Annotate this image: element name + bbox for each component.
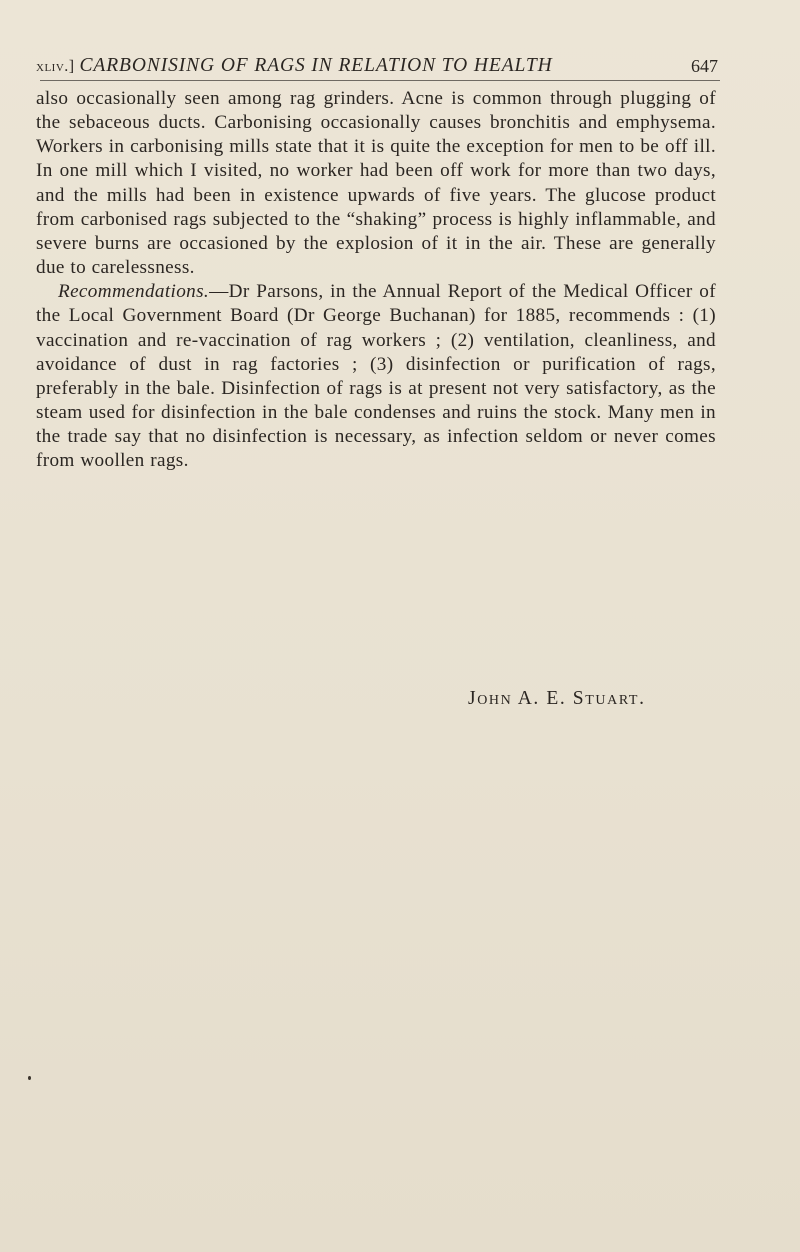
section-number: xliv.] [36,58,75,75]
body-text [36,87,716,474]
author-signature: John A. E. Stuart. [468,688,646,709]
header-rule [40,80,720,81]
running-title: CARBONISING OF RAGS IN RELATION TO HEALTH [79,55,553,76]
paragraph-recommendations [36,280,716,473]
running-head [36,52,726,80]
page-number: 647 [691,56,718,76]
recommendations-text: —Dr Parsons, in the Annual Report of the Medical Officer of the Local Government Board (Dr George Buchanan) for 1885, recommends : (1) vaccination and re-vaccination of rag workers ; (2) ventilation, cleanliness, and avoidance of dust in rag factories ; (3) disinfection or purification of rags, preferably in the bale. Disinfection of rags is at present not very satisfactory, as the steam used for disinfection in the bale condenses and ruins the stock. Many men in the trade say that no disinfection is necessary, as infection seldom or never comes from woollen rags. [36,281,716,472]
paper-speck [28,1076,31,1080]
recommendations-heading: Recommendations. [58,281,210,303]
paragraph-carbonising-effects: also occasionally seen among rag grinders. Acne is common through plugging of the sebaceous ducts. Carbonising occasionally causes bronchitis and emphysema. Workers in carbonising mills state that it is quite the exception for men to be off ill. In one mill which I visited, no worker had been off work for more than two days, and the mills had been in existence upwards of five years. The glucose product from carbonised rags subjected to the “shaking” process is highly inflammable, and severe burns are occasioned by the explosion of it in the air. These are generally due to carelessness. [36,88,716,279]
